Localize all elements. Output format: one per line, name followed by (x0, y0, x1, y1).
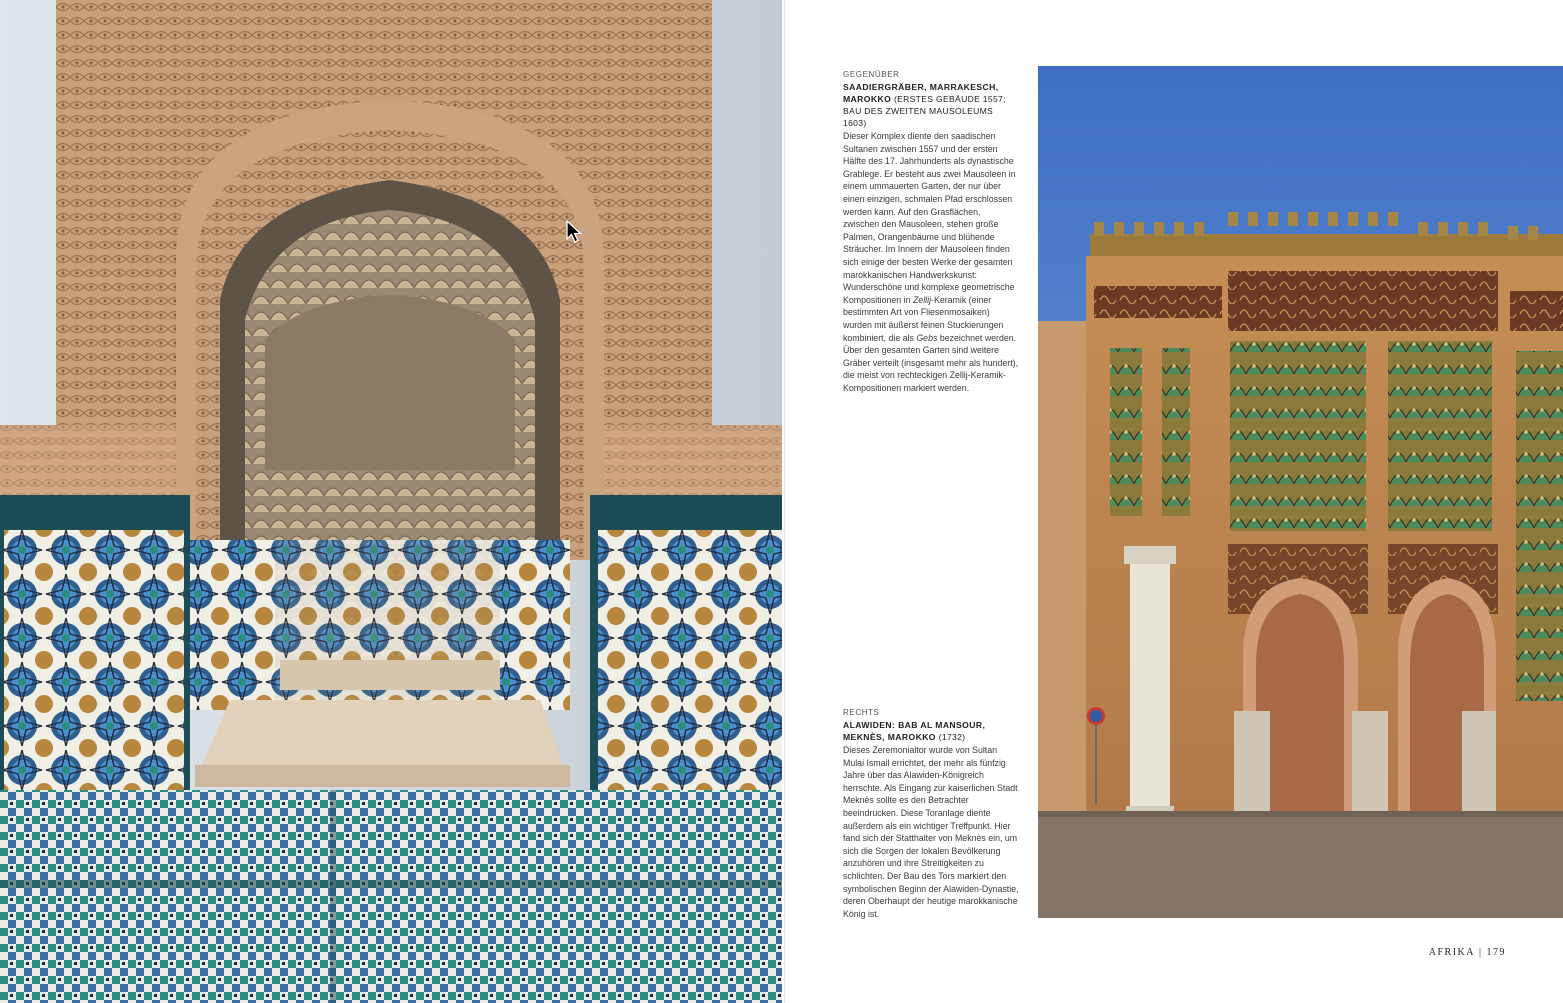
folio-separator: | (1478, 947, 1483, 958)
caption-saadian-tombs (843, 70, 1019, 394)
caption-kicker: RECHTS (843, 708, 880, 717)
folio-section: AFRIKA (1428, 947, 1475, 958)
caption-dates: (1732) (938, 732, 966, 742)
caption-dates: (ERSTES GEBÄUDE 1557; BAU DES ZWEITEN MAUSOLEUMS 1603) (843, 94, 1006, 128)
caption-bab-al-mansour (843, 708, 1019, 920)
caption-title-text: SAADIERGRÄBER, MARRAKESCH, MAROKKO (843, 82, 999, 104)
caption-body: Dieses Zeremonialtor wurde von Sultan Mulai Ismail errichtet, der mehr als fünfzig Jahre über das Alawiden-Königreich herrschte. Als Eingang zur kaiserlichen Stadt Meknès sollte es den Betrachter beeindrucken. Diese Toranlage diente außerdem als ein wichtiger Treffpunkt. Hier fand sich der Statthalter von Meknès ein, um sich die Sorgen der lokalen Bevölkerung anzuhören und ihre Streitigkeiten zu schlichten. Der Bau des Tors markiert den symbolischen Beginn der Alawiden-Dynastie, deren Oberhaupt der heutige marokkanische König ist. (843, 745, 1019, 919)
caption-term-gebs: Gebs (916, 332, 938, 343)
page-folio (1429, 947, 1506, 958)
caption-kicker: GEGENÜBER (843, 70, 900, 79)
bab-al-mansour-photo (1038, 66, 1563, 918)
caption-body-part-2: -Keramik (einer bestimmten Art von Fliesenmosaiken) wurden mit äußerst feinen Stuckierungen kombiniert, die als (843, 294, 1004, 343)
caption-body-part-3: bezeichnet werden. Über den gesamten Garten sind weitere Gräber verteilt (insgesamt mehr als hundert), die meist von rechteckigen Zellij-Keramik-Kompositionen markiert werden. (843, 332, 1019, 393)
caption-title-text: ALAWIDEN: BAB AL MANSOUR, MEKNÈS, MAROKKO (843, 720, 986, 742)
caption-body (843, 130, 1019, 394)
caption-body-part-1: Dieser Komplex diente den saadischen Sultanen zwischen 1557 und der ersten Hälfte des 17. Jahrhunderts als dynastische Grablege. Er besteht aus zwei Mausoleen in einem ummauerten Garten, der nur über einen einzigen, schmalen Pfad erschlossen werden kann. Auf den Grasflächen, zwischen den Mausoleen, stehen große Palmen, Orangenbäume und blühende Sträucher. Im Innern der Mausoleen finden sich einige der besten Werke der gesamten marokkanischen Handwerkskunst: Wunderschöne und komplexe geometrische Kompositionen in (843, 131, 1016, 305)
caption-title (843, 719, 1019, 743)
caption-title (843, 81, 1019, 129)
mouse-pointer-icon (566, 220, 582, 249)
caption-term-zellij: Zellij (912, 294, 932, 305)
right-page (784, 0, 1563, 1003)
folio-page-number: 179 (1486, 947, 1506, 958)
